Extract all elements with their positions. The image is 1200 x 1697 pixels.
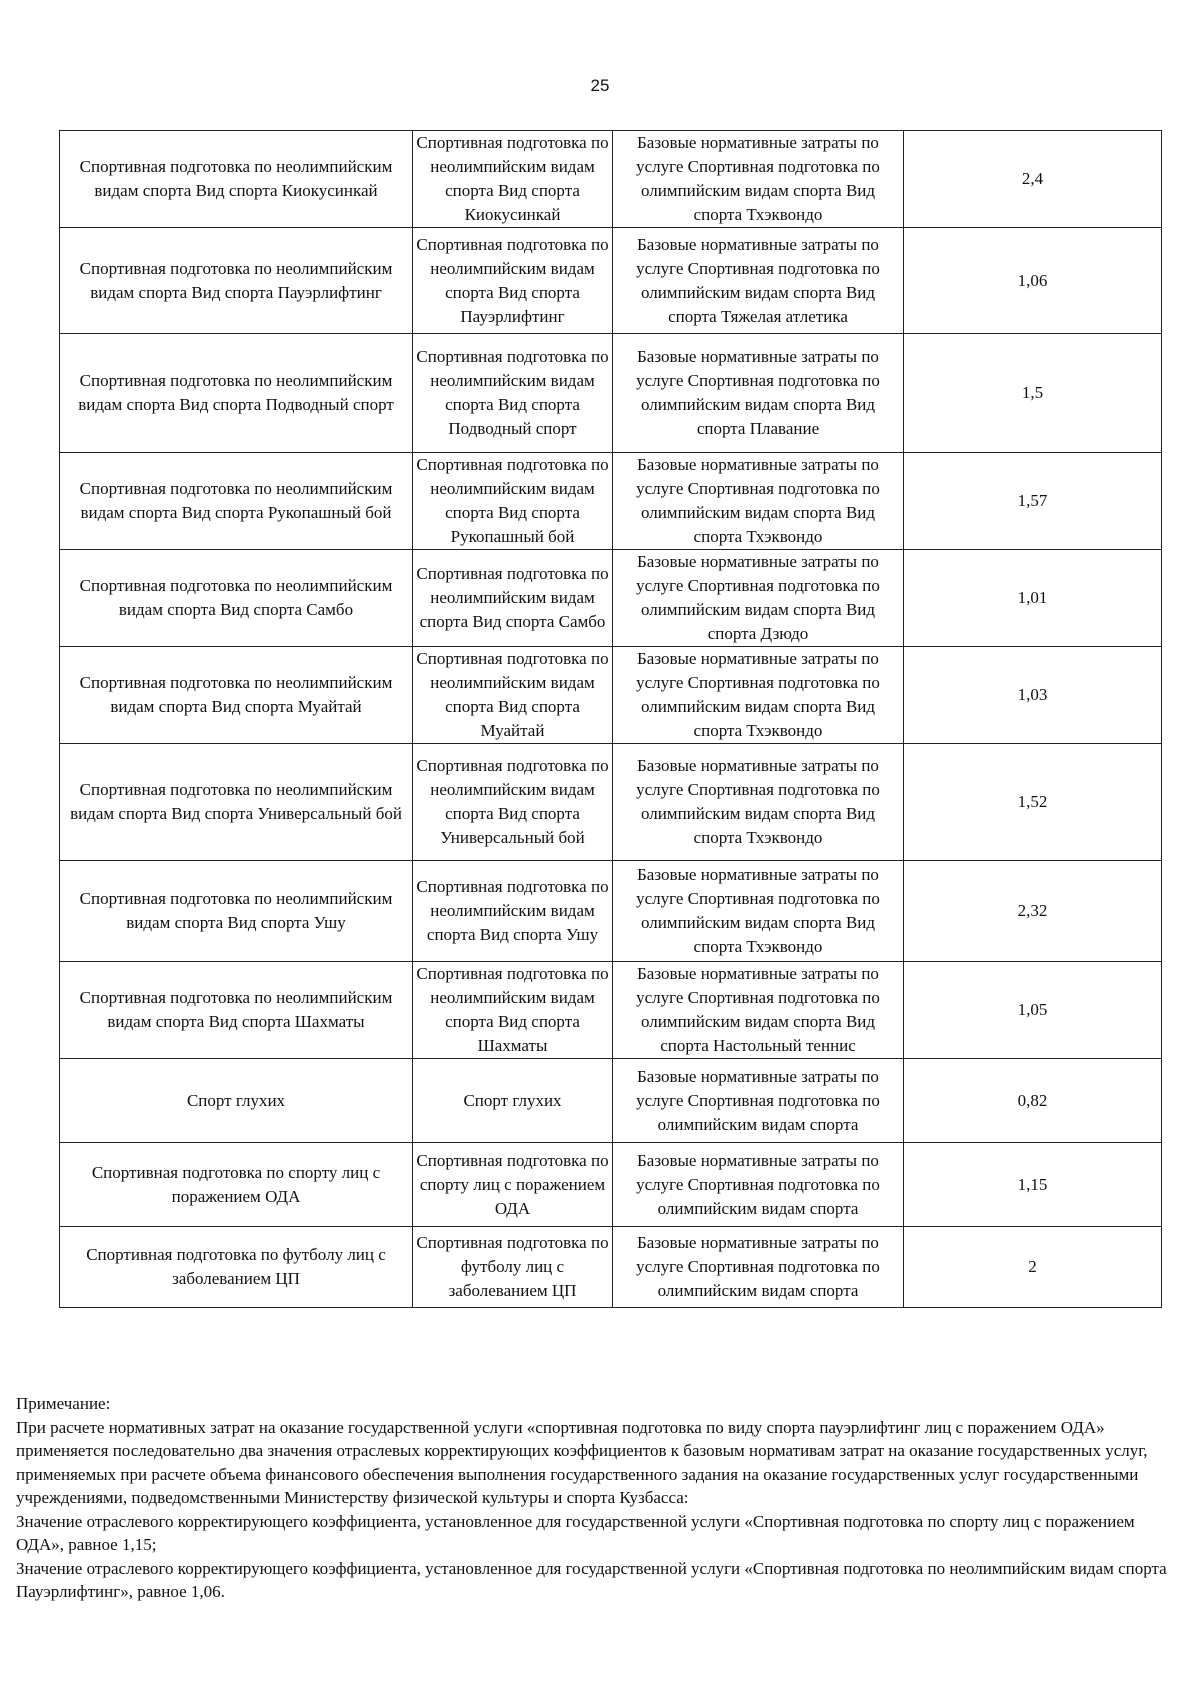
coefficient-cell: 0,82 [904, 1059, 1162, 1143]
coefficient-cell: 2,32 [904, 861, 1162, 962]
service-short-cell: Спортивная подготовка по неолимпийским видам спорта Вид спорта Ушу [413, 861, 613, 962]
table-row [60, 1227, 1162, 1308]
base-cost-cell: Базовые нормативные затраты по услуге Спортивная подготовка по олимпийским видам спорта [613, 1059, 904, 1143]
service-name-cell: Спортивная подготовка по неолимпийским видам спорта Вид спорта Самбо [60, 550, 413, 647]
base-cost-cell: Базовые нормативные затраты по услуге Спортивная подготовка по олимпийским видам спорта Вид спорта Тхэквондо [613, 453, 904, 550]
service-short-cell: Спортивная подготовка по неолимпийским видам спорта Вид спорта Универсальный бой [413, 744, 613, 861]
coefficient-cell: 2,4 [904, 131, 1162, 228]
service-name-cell: Спортивная подготовка по неолимпийским видам спорта Вид спорта Киокусинкай [60, 131, 413, 228]
table-row [60, 647, 1162, 744]
service-short-cell: Спортивная подготовка по неолимпийским видам спорта Вид спорта Подводный спорт [413, 334, 613, 453]
service-name-cell: Спортивная подготовка по неолимпийским видам спорта Вид спорта Ушу [60, 861, 413, 962]
base-cost-cell: Базовые нормативные затраты по услуге Спортивная подготовка по олимпийским видам спорта Вид спорта Плавание [613, 334, 904, 453]
coefficient-cell: 2 [904, 1227, 1162, 1308]
coefficient-cell: 1,15 [904, 1143, 1162, 1227]
base-cost-cell: Базовые нормативные затраты по услуге Спортивная подготовка по олимпийским видам спорта Вид спорта Тяжелая атлетика [613, 228, 904, 334]
note-paragraph: Значение отраслевого корректирующего коэффициента, установленное для государственной услуги «Спортивная подготовка по неолимпийским видам спорта Пауэрлифтинг», равное 1,06. [16, 1558, 1167, 1601]
note-section [16, 1392, 1186, 1604]
coefficient-table [59, 130, 1162, 1308]
service-name-cell: Спортивная подготовка по футболу лиц с заболеванием ЦП [60, 1227, 413, 1308]
service-name-cell: Спортивная подготовка по неолимпийским видам спорта Вид спорта Рукопашный бой [60, 453, 413, 550]
table-row [60, 744, 1162, 861]
table-row [60, 550, 1162, 647]
coefficient-cell: 1,06 [904, 228, 1162, 334]
service-name-cell: Спортивная подготовка по неолимпийским видам спорта Вид спорта Пауэрлифтинг [60, 228, 413, 334]
table-row [60, 962, 1162, 1059]
service-short-cell: Спортивная подготовка по неолимпийским видам спорта Вид спорта Пауэрлифтинг [413, 228, 613, 334]
service-name-cell: Спортивная подготовка по неолимпийским видам спорта Вид спорта Шахматы [60, 962, 413, 1059]
coefficient-cell: 1,57 [904, 453, 1162, 550]
table-row [60, 334, 1162, 453]
service-short-cell: Спортивная подготовка по неолимпийским видам спорта Вид спорта Рукопашный бой [413, 453, 613, 550]
base-cost-cell: Базовые нормативные затраты по услуге Спортивная подготовка по олимпийским видам спорта [613, 1227, 904, 1308]
coefficient-cell: 1,52 [904, 744, 1162, 861]
service-short-cell: Спорт глухих [413, 1059, 613, 1143]
table-row [60, 453, 1162, 550]
coefficient-cell: 1,05 [904, 962, 1162, 1059]
service-name-cell: Спортивная подготовка по неолимпийским видам спорта Вид спорта Подводный спорт [60, 334, 413, 453]
table-row [60, 1143, 1162, 1227]
coefficient-cell: 1,5 [904, 334, 1162, 453]
base-cost-cell: Базовые нормативные затраты по услуге Спортивная подготовка по олимпийским видам спорта [613, 1143, 904, 1227]
service-name-cell: Спортивная подготовка по спорту лиц с поражением ОДА [60, 1143, 413, 1227]
service-short-cell: Спортивная подготовка по футболу лиц с заболеванием ЦП [413, 1227, 613, 1308]
table-row [60, 861, 1162, 962]
service-name-cell: Спортивная подготовка по неолимпийским видам спорта Вид спорта Муайтай [60, 647, 413, 744]
service-short-cell: Спортивная подготовка по спорту лиц с поражением ОДА [413, 1143, 613, 1227]
base-cost-cell: Базовые нормативные затраты по услуге Спортивная подготовка по олимпийским видам спорта Вид спорта Тхэквондо [613, 131, 904, 228]
base-cost-cell: Базовые нормативные затраты по услуге Спортивная подготовка по олимпийским видам спорта Вид спорта Тхэквондо [613, 647, 904, 744]
base-cost-cell: Базовые нормативные затраты по услуге Спортивная подготовка по олимпийским видам спорта Вид спорта Тхэквондо [613, 744, 904, 861]
base-cost-cell: Базовые нормативные затраты по услуге Спортивная подготовка по олимпийским видам спорта Вид спорта Дзюдо [613, 550, 904, 647]
table-row [60, 1059, 1162, 1143]
table-row [60, 228, 1162, 334]
service-name-cell: Спортивная подготовка по неолимпийским видам спорта Вид спорта Универсальный бой [60, 744, 413, 861]
service-short-cell: Спортивная подготовка по неолимпийским видам спорта Вид спорта Самбо [413, 550, 613, 647]
note-paragraph: При расчете нормативных затрат на оказание государственной услуги «спортивная подготовка по виду спорта пауэрлифтинг лиц с поражением ОДА» применяется последовательно два значения отраслевых корректирующих коэффициентов к базовым нормативам затрат на оказание государственных услуг, применяемых при расчете объема финансового обеспечения выполнения государственного задания на оказание государственных услуг государственными учреждениями, подведомственными Министерству физической культуры и спорта Кузбасса: [16, 1417, 1148, 1507]
note-heading: Примечание: [16, 1394, 111, 1413]
base-cost-cell: Базовые нормативные затраты по услуге Спортивная подготовка по олимпийским видам спорта Вид спорта Настольный теннис [613, 962, 904, 1059]
service-short-cell: Спортивная подготовка по неолимпийским видам спорта Вид спорта Муайтай [413, 647, 613, 744]
coefficient-cell: 1,01 [904, 550, 1162, 647]
note-paragraph: Значение отраслевого корректирующего коэффициента, установленное для государственной услуги «Спортивная подготовка по спорту лиц с поражением ОДА», равное 1,15; [16, 1511, 1135, 1554]
service-short-cell: Спортивная подготовка по неолимпийским видам спорта Вид спорта Шахматы [413, 962, 613, 1059]
base-cost-cell: Базовые нормативные затраты по услуге Спортивная подготовка по олимпийским видам спорта Вид спорта Тхэквондо [613, 861, 904, 962]
table-row [60, 131, 1162, 228]
service-name-cell: Спорт глухих [60, 1059, 413, 1143]
coefficient-cell: 1,03 [904, 647, 1162, 744]
service-short-cell: Спортивная подготовка по неолимпийским видам спорта Вид спорта Киокусинкай [413, 131, 613, 228]
page-number: 25 [590, 76, 610, 95]
